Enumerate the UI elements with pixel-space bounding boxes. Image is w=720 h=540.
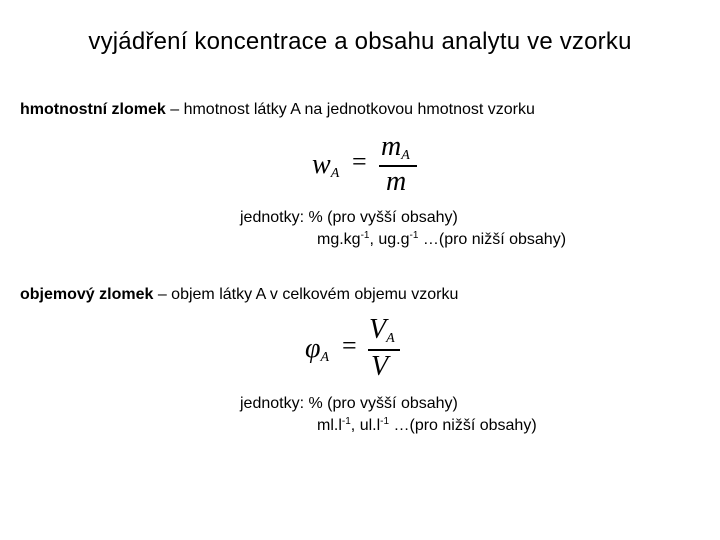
units-text: …(pro nižší obsahy)	[418, 231, 567, 248]
formula-numerator-symbol: m	[381, 131, 402, 162]
volume-fraction-term: objemový zlomek	[20, 286, 154, 303]
formula-lhs-subscript: A	[330, 166, 340, 181]
formula-denominator: m	[386, 166, 407, 197]
volume-fraction-formula	[305, 314, 410, 382]
formula-equals: =	[352, 147, 367, 176]
formula-lhs	[312, 149, 339, 181]
formula-denominator: V	[371, 351, 389, 382]
volume-fraction-definition	[20, 286, 458, 304]
slide-title: vyjádření koncentrace a obsahu analytu ve vzorku	[88, 28, 632, 55]
formula-numerator	[381, 131, 410, 163]
units-superscript: -1	[360, 230, 370, 241]
units-superscript: -1	[341, 416, 351, 427]
volume-fraction-description: – objem látky A v celkovém objemu vzorku	[153, 286, 459, 303]
formula-lhs-subscript: A	[320, 350, 330, 365]
mass-fraction-term: hmotnostní zlomek	[20, 101, 166, 118]
mass-fraction-units-line2	[317, 229, 566, 253]
volume-fraction-units-line1: jednotky: % (pro vyšší obsahy)	[240, 395, 458, 412]
mass-fraction-units-line1: jednotky: % (pro vyšší obsahy)	[240, 209, 458, 226]
formula-lhs-symbol: φ	[305, 333, 321, 364]
formula-lhs	[305, 333, 329, 365]
units-text: , ul.l	[350, 417, 381, 434]
formula-lhs-symbol: w	[312, 149, 331, 180]
formula-equals: =	[342, 331, 357, 360]
formula-numerator-subscript: A	[386, 331, 395, 346]
volume-fraction-units-line2	[317, 415, 537, 439]
units-text: ml.l	[317, 417, 342, 434]
mass-fraction-formula	[312, 131, 422, 197]
units-text: , ug.g	[369, 231, 410, 248]
formula-numerator-subscript: A	[401, 148, 410, 163]
units-text: …(pro nižší obsahy)	[389, 417, 537, 434]
formula-numerator	[369, 314, 395, 346]
formula-numerator-symbol: V	[369, 314, 387, 345]
units-superscript: -1	[380, 416, 390, 427]
mass-fraction-definition	[20, 101, 535, 119]
mass-fraction-description: – hmotnost látky A na jednotkovou hmotnost vzorku	[165, 101, 535, 118]
units-text: mg.kg	[317, 231, 361, 248]
units-superscript: -1	[409, 230, 419, 241]
